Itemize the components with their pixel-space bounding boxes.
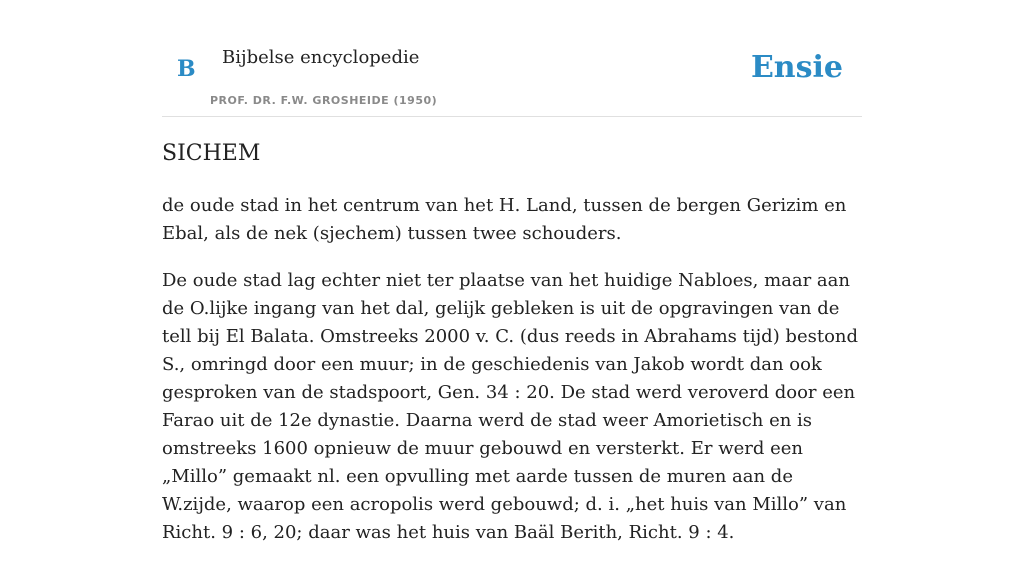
article-paragraph: de oude stad in het centrum van het H. Land, tussen de bergen Gerizim en Ebal, als de nek (sjechem) tussen twee schouders. <box>162 195 847 244</box>
article-body <box>162 192 862 566</box>
page <box>162 0 862 543</box>
article-paragraph: De oude stad lag echter niet ter plaatse van het huidige Nabloes, maar aan de O.lijke ingang van het dal, gelijk gebleken is uit de opgravingen van de tell bij El Balata. Omstreeks 2000 v. C. (dus reeds in Abrahams tijd) bestond S., omringd door een muur; in de geschiedenis van Jakob wordt dan ook gesproken van de stadspoort, Gen. 34 : 20. De stad werd veroverd door een Farao uit de 12e dynastie. Daarna werd de stad weer Amorietisch en is omstreeks 1600 opnieuw de muur gebouwd en versterkt. Er werd een „Millo” gemaakt nl. een opvulling met aarde tussen de muren aan de W.zijde, waarop een acropolis werd gebouwd; d. i. „het huis van Millo” van Richt. 9 : 6, 20; daar was het huis van Baäl Berith, Richt. 9 : 4. <box>162 270 859 543</box>
brand-logo[interactable]: Ensie <box>750 50 843 85</box>
header <box>162 0 862 117</box>
book-title[interactable]: Bijbelse encyclopedie <box>222 47 420 68</box>
book-author: PROF. DR. F.W. GROSHEIDE (1950) <box>210 94 438 107</box>
article-title: SICHEM <box>162 141 261 166</box>
book-logo-icon[interactable]: B <box>177 56 196 82</box>
